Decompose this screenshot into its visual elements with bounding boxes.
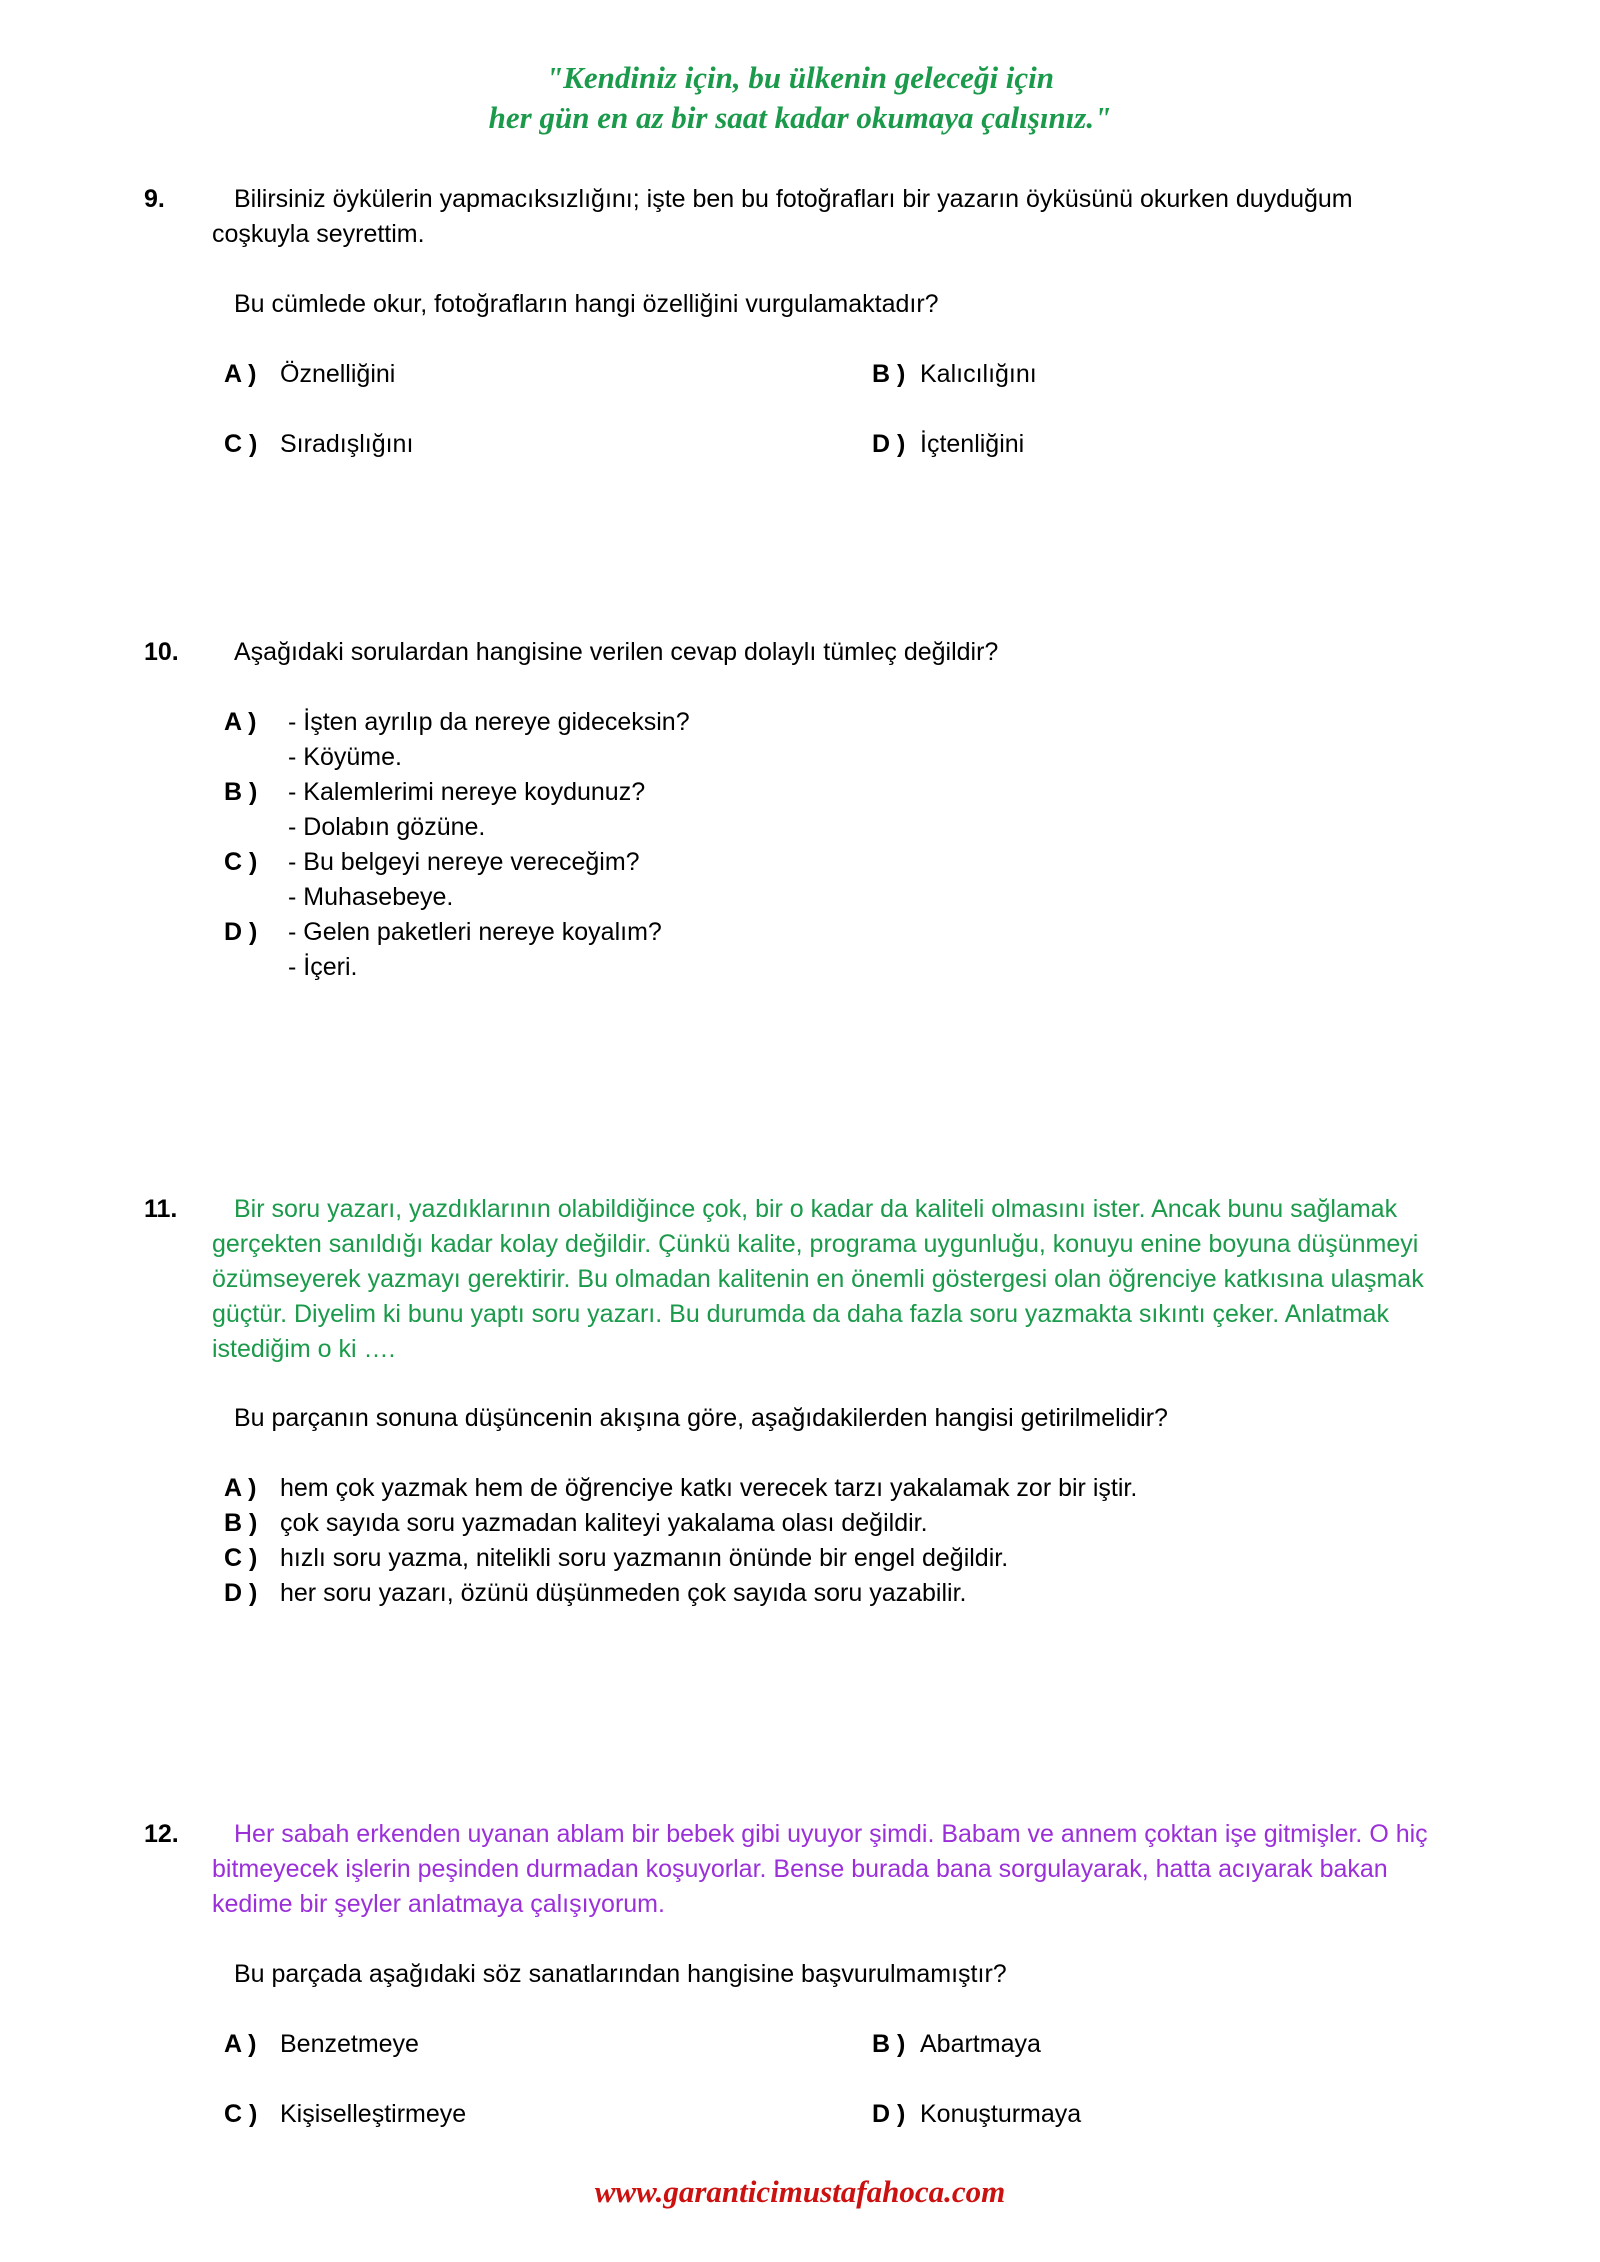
option-a[interactable] (224, 2027, 419, 2062)
option-text: Kalıcılığını (920, 360, 1037, 388)
option-question: - Gelen paketleri nereye koyalım? (288, 918, 662, 946)
option-a[interactable] (224, 705, 690, 740)
option-letter: A ) (224, 360, 257, 388)
option-letter: C ) (224, 1544, 258, 1572)
option-d[interactable] (224, 1576, 967, 1611)
option-question: - Bu belgeyi nereye vereceğim? (288, 848, 640, 876)
option-text: çok sayıda soru yazmadan kaliteyi yakalama olası değildir. (280, 1509, 928, 1537)
option-text: Sıradışlığını (280, 430, 414, 458)
option-letter: D ) (872, 2100, 906, 2128)
option-letter: A ) (224, 2030, 257, 2058)
option-text: her soru yazarı, özünü düşünmeden çok sayıda soru yazabilir. (280, 1579, 967, 1607)
option-d[interactable] (872, 427, 1024, 462)
option-question: - Kalemlerimi nereye koydunuz? (288, 778, 646, 806)
question-number: 11. (144, 1195, 178, 1223)
question-text: Bilirsiniz öykülerin yapmacıksızlığını; işte ben bu fotoğrafları bir yazarın öyküsünü okurken duyduğum coşkuyla seyrettim. (212, 185, 1353, 248)
option-letter: C ) (224, 848, 258, 876)
option-d-answer: - İçeri. (288, 953, 358, 981)
header-quote-line-2: her gün en az bir saat kadar okumaya çalışınız." (488, 100, 1112, 135)
option-text: hızlı soru yazma, nitelikli soru yazmanın önünde bir engel değildir. (280, 1544, 1009, 1572)
option-letter: C ) (224, 2100, 258, 2128)
option-letter: D ) (224, 1579, 258, 1607)
option-text: Benzetmeye (280, 2030, 419, 2058)
question-prompt: Bu parçada aşağıdaki söz sanatlarından hangisine başvurulmamıştır? (234, 1960, 1007, 1988)
option-c[interactable] (224, 1541, 1008, 1576)
option-letter: D ) (224, 918, 258, 946)
option-b[interactable] (872, 357, 1037, 392)
question-number: 12. (144, 1820, 179, 1848)
option-letter: D ) (872, 430, 906, 458)
option-letter: B ) (872, 2030, 906, 2058)
option-letter: A ) (224, 708, 257, 736)
option-b[interactable] (872, 2027, 1041, 2062)
question-number: 9. (144, 185, 165, 213)
option-a-answer: - Köyüme. (288, 743, 402, 771)
option-c[interactable] (224, 427, 413, 462)
option-text: hem çok yazmak hem de öğrenciye katkı verecek tarzı yakalamak zor bir iştir. (280, 1474, 1138, 1502)
question-prompt: Bu cümlede okur, fotoğrafların hangi özelliğini vurgulamaktadır? (234, 290, 939, 318)
question-prompt: Bu parçanın sonuna düşüncenin akışına göre, aşağıdakilerden hangisi getirilmelidir? (234, 1404, 1168, 1432)
option-d[interactable] (224, 915, 662, 950)
question-prompt: Aşağıdaki sorulardan hangisine verilen cevap dolaylı tümleç değildir? (234, 638, 999, 666)
option-c[interactable] (224, 2097, 466, 2132)
question-number: 10. (144, 638, 179, 666)
footer-website-link[interactable]: www.garanticimustafahoca.com (594, 2174, 1006, 2209)
option-letter: B ) (224, 1509, 258, 1537)
option-letter: B ) (224, 778, 258, 806)
option-letter: A ) (224, 1474, 257, 1502)
option-letter: B ) (872, 360, 906, 388)
option-b-answer: - Dolabın gözüne. (288, 813, 486, 841)
option-c[interactable] (224, 845, 640, 880)
option-letter: C ) (224, 430, 258, 458)
option-b[interactable] (224, 775, 645, 810)
header-quote-line-1: "Kendiniz için, bu ülkenin geleceği için (545, 60, 1055, 95)
option-d[interactable] (872, 2097, 1081, 2132)
option-text: Öznelliğini (280, 360, 396, 388)
question-text: Her sabah erkenden uyanan ablam bir bebek gibi uyuyor şimdi. Babam ve annem çoktan işe gitmişler. O hiç bitmeyecek işlerin peşinden durmadan koşuyorlar. Bense burada bana sorgulayarak, hatta acıyarak bakan kedime bir şeyler anlatmaya çalışıyorum. (212, 1820, 1428, 1918)
option-c-answer: - Muhasebeye. (288, 883, 454, 911)
option-b[interactable] (224, 1506, 928, 1541)
option-text: Kişiselleştirmeye (280, 2100, 467, 2128)
option-text: Abartmaya (920, 2030, 1041, 2058)
option-question: - İşten ayrılıp da nereye gideceksin? (288, 708, 690, 736)
option-a[interactable] (224, 1471, 1137, 1506)
option-text: İçtenliğini (920, 430, 1025, 458)
question-text: Bir soru yazarı, yazdıklarının olabildiğince çok, bir o kadar da kaliteli olmasını ister. Ancak bunu sağlamak gerçekten sanıldığı kadar kolay değildir. Çünkü kalite, programa uygunluğu, konuyu enine boyuna düşünmeyi özümseyerek yazmayı gerektirir. Bu olmadan kalitenin en önemli göstergesi olan öğrenciye katkısına ulaşmak güçtür. Diyelim ki bunu yaptı soru yazarı. Bu durumda da daha fazla soru yazmakta sıkıntı çeker. Anlatmak istediğim o ki …. (212, 1195, 1424, 1363)
option-a[interactable] (224, 357, 395, 392)
option-text: Konuşturmaya (920, 2100, 1082, 2128)
